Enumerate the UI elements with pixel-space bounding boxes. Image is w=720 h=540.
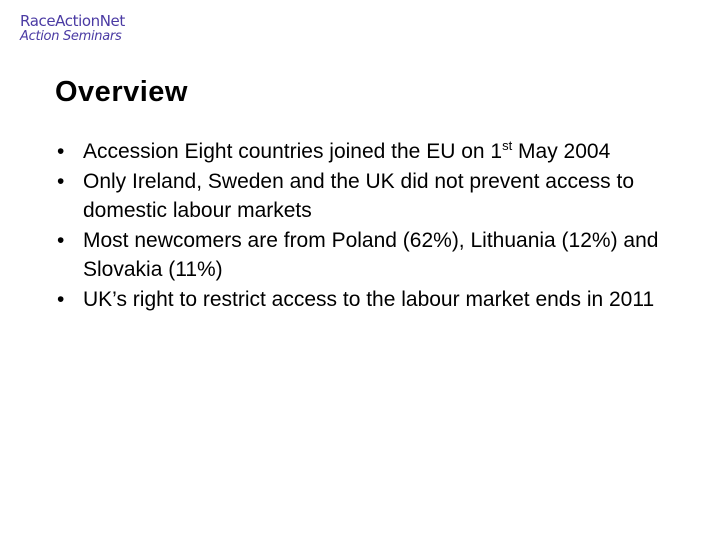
- logo-subtitle: Action Seminars: [20, 29, 122, 44]
- bullet-item: [55, 167, 675, 226]
- bullet-item: [55, 137, 675, 167]
- logo-name: RaceActionNet: [20, 12, 125, 30]
- bullet-list: [55, 137, 675, 314]
- bullet-text: Only Ireland, Sweden and the UK did not prevent access to domestic labour markets: [83, 169, 634, 222]
- bullet-item: [55, 285, 675, 315]
- bullet-text-end: May 2004: [512, 140, 611, 163]
- ordinal-suffix: st: [502, 138, 513, 153]
- bullet-dot-icon: •: [57, 140, 65, 163]
- bullet-item: [55, 226, 675, 285]
- bullet-text: UK’s right to restrict access to the labour market ends in 2011: [83, 287, 655, 311]
- bullet-text: Accession Eight countries joined the EU on 1: [83, 140, 503, 163]
- slide-title: Overview: [55, 76, 188, 108]
- bullet-dot-icon: •: [57, 287, 65, 311]
- bullet-text: Most newcomers are from Poland (62%), Lithuania (12%) and Slovakia (11%): [83, 228, 659, 281]
- logo: [20, 14, 125, 43]
- bullet-dot-icon: •: [57, 228, 65, 252]
- bullet-dot-icon: •: [57, 169, 65, 193]
